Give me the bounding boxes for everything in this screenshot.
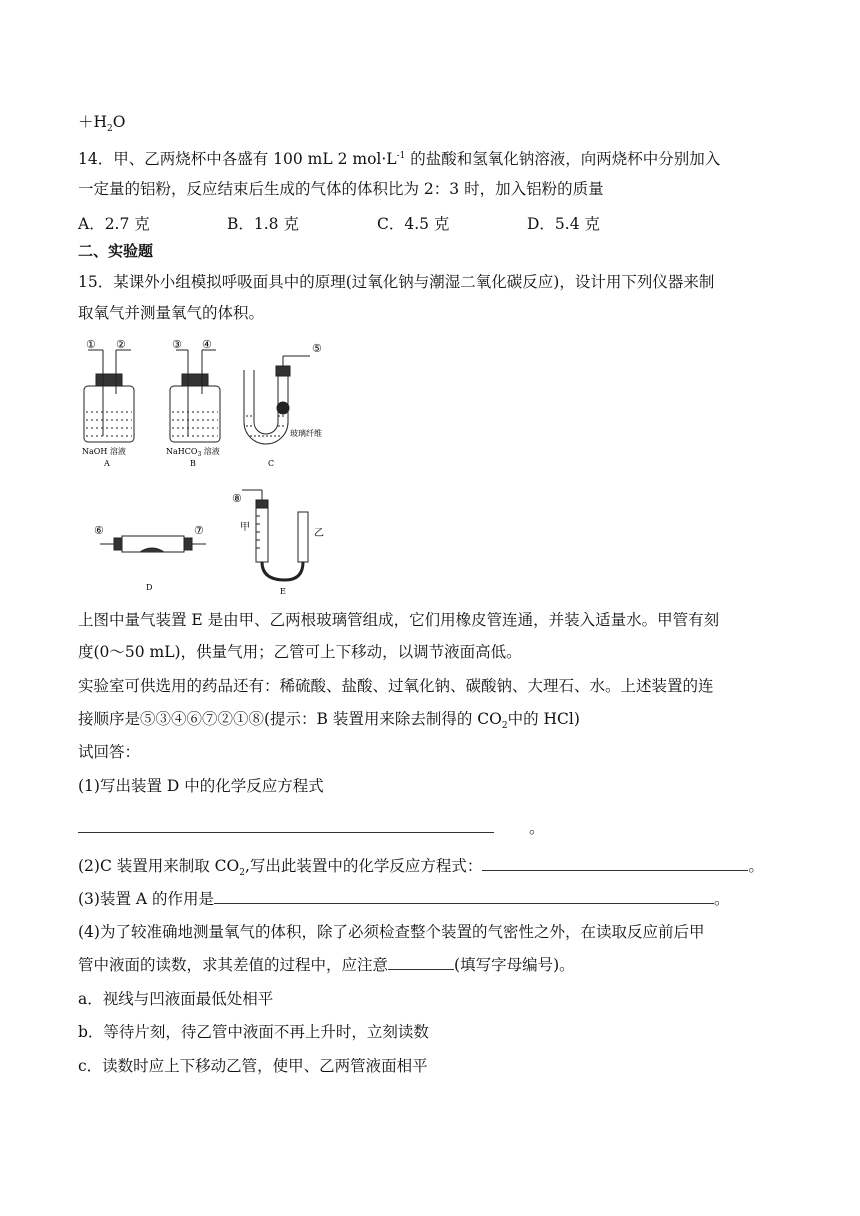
apparatus-figure-bottom [90,486,350,598]
subquestion-2: (2)C 装置用来制取 $CO_2$,写出此装置中的化学反应方程式： 。 [78,857,764,879]
port-2-label: ② [116,338,126,351]
apparatus-figure-top [78,336,338,476]
choice-c: C．4.5 克 [377,215,450,233]
bottle-b-label: B [190,459,196,468]
gas-burette-e [242,490,308,580]
glass-fiber-note: 玻璃纤维 [290,429,322,438]
tube-d-label: D [146,583,153,592]
port-5-label: ⑤ [312,342,322,355]
u-tube-c-label: C [268,459,275,468]
subquestion-4-line-2: 管中液面的读数，求其差值的过程中，应注意 (填写字母编号)。 [78,956,575,974]
bottle-a [84,350,134,442]
port-1-label: ① [86,338,96,351]
bottle-a-solution: NaOH 溶液 [82,447,126,456]
tube-d [100,536,206,552]
description-line-1: 上图中量气装置 E 是由甲、乙两根玻璃管组成，它们用橡皮管连通，并装入适量水。甲管有刻 [78,611,720,629]
answer-blank-3[interactable] [214,889,714,904]
port-3-label: ③ [172,338,182,351]
description-line-2: 度(0～50 mL)，供量气用；乙管可上下移动，以调节液面高低。 [78,643,522,661]
section-heading: 二、实验题 [78,242,154,260]
subquestion-1-answer-line: 。 [78,817,544,839]
bottle-a-label: A [104,459,110,468]
option-c: c．读数时应上下移动乙管，使甲、乙两管液面相平 [78,1057,428,1075]
question-14-line-1: 14．甲、乙两烧杯中各盛有 100 mL 2 $mol\cdot L^{-1}$ 的盐酸和氢氧化钠溶液，向两烧杯中分别加入 [78,150,721,169]
tube-yi-label: 乙 [314,528,324,539]
subquestion-1: (1)写出装置 D 中的化学反应方程式 [78,777,324,795]
subquestion-4-line-1: (4)为了较准确地测量氧气的体积，除了必须检查整个装置的气密性之外，在读取反应前后甲 [78,923,705,941]
question-15-line-1: 15．某课外小组模拟呼吸面具中的原理(过氧化钠与潮湿二氧化碳反应)，设计用下列仪器来制 [78,273,715,291]
answer-blank-2[interactable] [482,856,748,871]
answer-prompt: 试回答： [78,743,141,761]
port-7-label: ⑦ [194,524,204,537]
bottle-b-solution: NaHCO$_3$ 溶液 [166,447,220,458]
bottle-b [170,350,220,442]
choice-a: A．2.7 克 [78,215,150,233]
subquestion-3: (3)装置 A 的作用是 。 [78,890,730,908]
port-4-label: ④ [202,338,212,351]
port-6-label: ⑥ [94,524,104,537]
tube-jia-label: 甲 [240,522,250,533]
answer-blank-4[interactable] [388,955,454,970]
choice-b: B．1.8 克 [227,215,299,233]
option-b: b．等待片刻，待乙管中液面不再上升时，立刻读数 [78,1023,429,1041]
option-a: a．视线与凹液面最低处相平 [78,990,274,1008]
equation-tail: $+H_2O$ [78,113,126,135]
question-15-line-2: 取氧气并测量氧气的体积。 [78,304,265,322]
answer-blank-1[interactable] [78,818,494,833]
description-line-3: 实验室可供选用的药品还有：稀硫酸、盐酸、过氧化钠、碳酸钠、大理石、水。上述装置的连 [78,677,714,695]
question-14-line-2: 一定量的铝粉，反应结束后生成的气体的体积比为 2：3 时，加入铝粉的质量 [78,180,604,198]
description-line-4: 接顺序是⑤③④⑥⑦②①⑧(提示：B 装置用来除去制得的 $CO_2$中的 HCl) [78,710,580,732]
gas-burette-e-label: E [280,587,286,596]
choice-d: D．5.4 克 [527,215,601,233]
port-8-label: ⑧ [232,492,242,505]
